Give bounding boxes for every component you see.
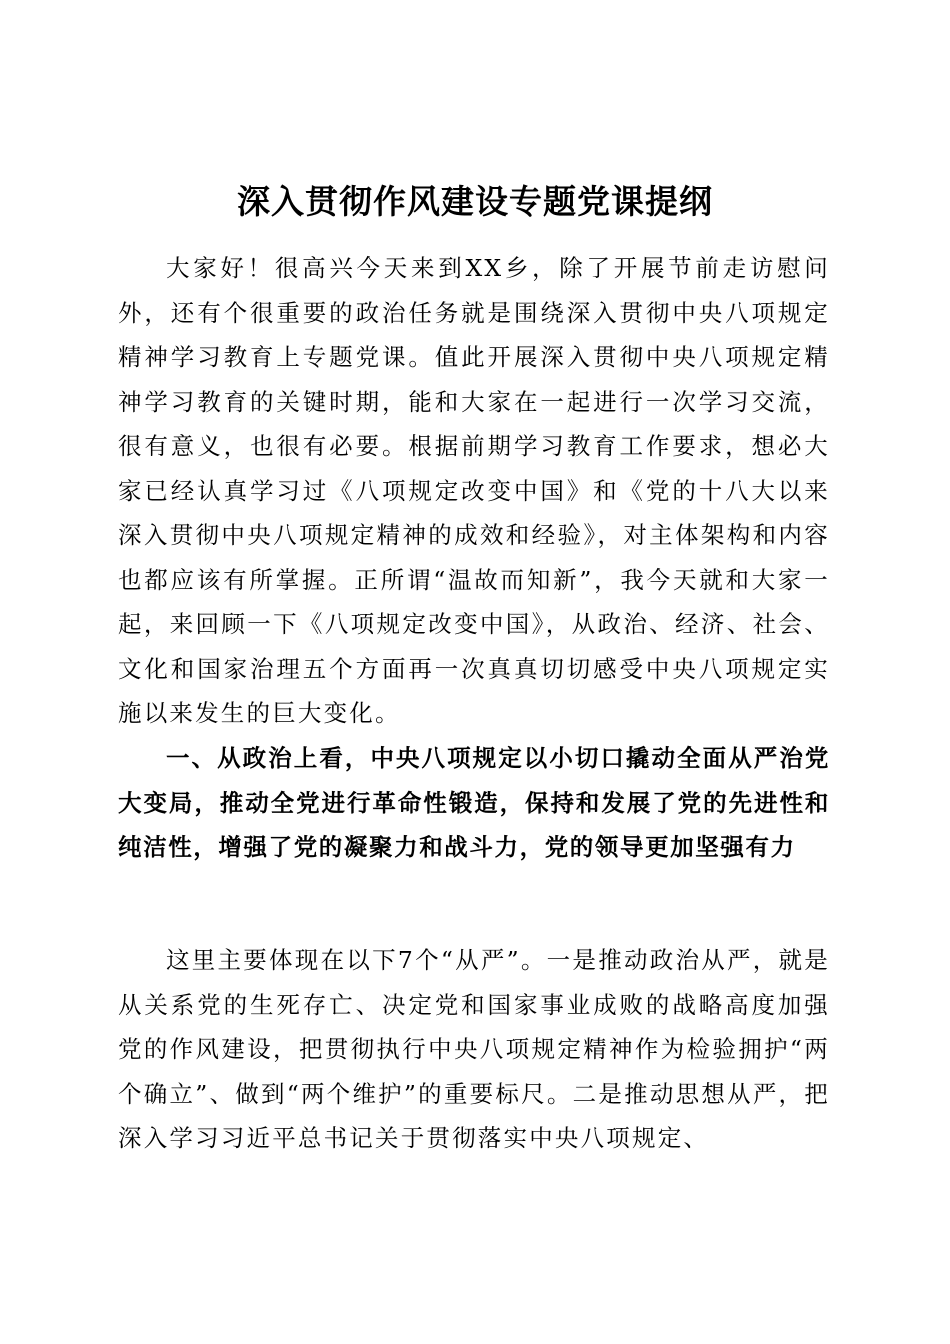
section-paragraph: 这里主要体现在以下7个“从严”。一是推动政治从严，就是从关系党的生死存亡、决定党和国家事业成败的战略高度加强党的作风建设，把贯彻执行中央八项规定精神作为检验拥护“两个确立”、做到“两个维护”的重要标尺。二是推动思想从严，把深入学习习近平总书记关于贯彻落实中央八项规定、 <box>118 946 830 1152</box>
section-heading-politics: 一、从政治上看，中央八项规定以小切口撬动全面从严治党大变局，推动全党进行革命性锻造，保持和发展了党的先进性和纯洁性，增强了党的凝聚力和战斗力，党的领导更加坚强有力 <box>118 744 830 861</box>
intro-paragraph: 大家好！很高兴今天来到XX乡，除了开展节前走访慰问外，还有个很重要的政治任务就是围绕深入贯彻中央八项规定精神学习教育上专题党课。值此开展深入贯彻中央八项规定精神学习教育的关键时期，能和大家在一起进行一次学习交流，很有意义，也很有必要。根据前期学习教育工作要求，想必大家已经认真学习过《八项规定改变中国》和《党的十八大以来深入贯彻中央八项规定精神的成效和经验》，对主体架构和内容也都应该有所掌握。正所谓“温故而知新”，我今天就和大家一起，来回顾一下《八项规定改变中国》，从政治、经济、社会、文化和国家治理五个方面再一次真真切切感受中央八项规定实施以来发生的巨大变化。 <box>118 254 830 727</box>
document-title: 深入贯彻作风建设专题党课提纲 <box>237 182 713 221</box>
